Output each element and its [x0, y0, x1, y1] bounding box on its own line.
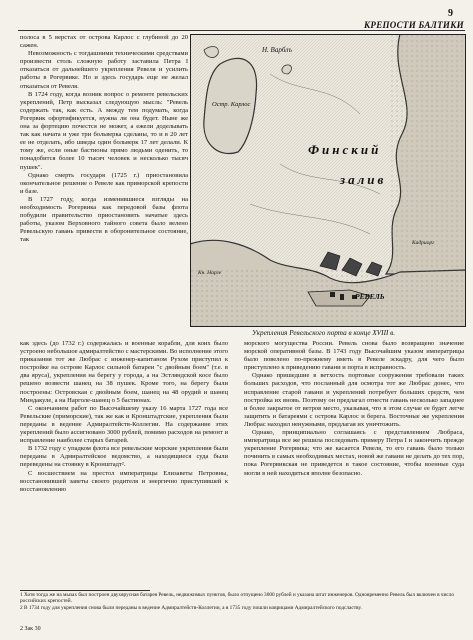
paragraph: В 1727 году, когда изменившиеся взгляды на необходимость Рогервика как передовой базы флота побудили правительство приостановить начатые здесь работы, указом Верховного тайного совета было велено Ревельскую гавань привести в оборонительное состояние, так: [20, 195, 188, 244]
paragraph: С окончанием работ по Высочайшему указу 16 марта 1727 года все Ревельские (приморские), так же как и Кронштадтские, укрепления были переданы в ведение Адмиралтейств-Коллегии. На содержание этих укреплений было ассигновано 3000 рублей, помимо расходов на ремонт и исправление наиболее старых батарей.: [20, 404, 228, 445]
map-caption: Укрепления Ревельского порта в конце XVIII в.: [252, 329, 396, 337]
paragraph: Однако, принципиально соглашаясь с представлением Любраса, императрица все же решила последовать примеру Петра I и закончить прежде укрепление Рогервика; что же касается Ревеля, то его гавань было только починить в самых необходимых местах, новой же гавани не делать до тех пор, пока Рогервикская не приведется в такое состояние, чтобы военные суда могли в ней находиться вполне безопасно.: [244, 429, 464, 477]
paragraph: Невозможность с тогдашними техническими средствами произвести столь сложную работу заставила Петра I отказаться от дальнейшего укрепления Ревеля и усилить работы в Рогервике. Но и здесь государь еще не желал отказаться от Ревеля.: [20, 50, 188, 90]
paragraph: полоса в 5 верстах от острова Карлос с глубиной до 20 сажен.: [20, 34, 188, 50]
map-label-right-coast: Кадриорг: [412, 240, 435, 246]
map-label-varblis: Н. Варблъ: [262, 46, 292, 54]
map-label-left-coast: Кн. Нарге: [198, 270, 222, 276]
bottom-left-column-text: [20, 340, 228, 494]
paragraph: Однако смерть государя (1725 г.) приостановила окончательное решение о Ревеле как приморской крепости и базе.: [20, 171, 188, 195]
paragraph: С восшествием на престол императрицы Елизаветы Петровны, восстановившей заветы своего родителя и энергично приступившей к восстановлению: [20, 469, 228, 493]
footnote-rule: [20, 590, 150, 591]
page-number: 9: [448, 8, 453, 19]
map-label-bay: залив: [340, 172, 387, 187]
map-label-revel: РЕВЕЛЬ: [355, 292, 385, 301]
paragraph: В 1724 году, когда возник вопрос о ремонте ревельских укреплений, Петр высказал следующую мысль: "Ревель содержать так, как есть. А между тем подумать, когда Рогервик офортификуется, нужна ли она будет. Ныне же она за фортецию почестся не может, а ежели доделывать так как начата и уже три больверка сделаны, то и в 20 лет ее не отделать, ибо шведы один больверк 17 лет делали. К тому же, если оные бастионы прямо людьми оденить, то понадобится более 10 тысяч человек и несколько тысяч пушек".: [20, 90, 188, 171]
paragraph: морского могущества России. Ревель снова было возвращено значение морской оперативной базы. В 1743 году Высочайшим указом императрицы было повелено по-прежнему иметь в Ревеле эскадру, для чего было приступлено к приведению гавани и порта в исправность.: [244, 340, 464, 372]
paragraph: В 1732 году с упадком флота все ревельские морские укрепления были переданы в Адмиралтейское ведомство, а находящиеся суда были переведены на стоянку в Кронштадт².: [20, 445, 228, 469]
map-label-sea: Финский: [308, 142, 382, 157]
bottom-right-column-text: [244, 340, 464, 478]
footnote: 1 Хотя тогда же на мызах был построен двухярусная батарея Ревель, недвижимых пунктов, было отпущено 3000 рублей и указана штат инженеров. Одновременно Ревель был включен в число российских крепостей.: [20, 592, 455, 605]
running-title: КРЕПОСТИ БАЛТИКИ: [364, 20, 464, 30]
footnote: 2 В 1734 году для укрепления снова были переданы в ведение Адмиралтейств-Коллегии, а в 1735 году пошли коврицами Адмиралтейского подсластву.: [20, 604, 362, 611]
paragraph: Однако пришедшие в ветхость портовые сооружения требовали таких больших расходов, что посланный для осмотра тот же Любрас донес, что исправление старой гавани и укреплений потребует больших средств, чем постройка их вновь. Поэтому он предлагал отнести гавань несколько западнее и более закрытое от ветров место, указывая, что в этом случае ее будет легче защитить и батареями с острова Карлос и берега. Восточные же укрепления Любрас находил ненужными, предлагая их уничтожить.: [244, 372, 464, 428]
paragraph: как здесь (до 1732 г.) содержалась и военные корабли, для коих было устроено небольшое адмиралтейство с мастерскими. Во исполнение этого приказания тот же Любрас с инженер-капитаном Рухом приступил к постройке на острове Карлос сильной батареи "с двойным боем" (т.е. в два яруса), укрепления на берегу у города, а на Эстляндской косе было решено возвести шанец на 38 пушек. Кроме того, на берегу были построены: Островская с двойным боем, шанец на 48 орудий и шанец Миндакуле, а на Нарголе-шанец о 5 бастионах.: [20, 340, 228, 404]
left-column-text: [20, 34, 188, 244]
printing-code: 2 Зак 30: [20, 626, 41, 632]
map-label-karlos: Остр. Карлос: [212, 101, 251, 108]
historical-map: [190, 34, 466, 327]
footnotes: [20, 592, 464, 611]
map-illustration: [190, 34, 466, 327]
header-rule: [18, 30, 465, 31]
